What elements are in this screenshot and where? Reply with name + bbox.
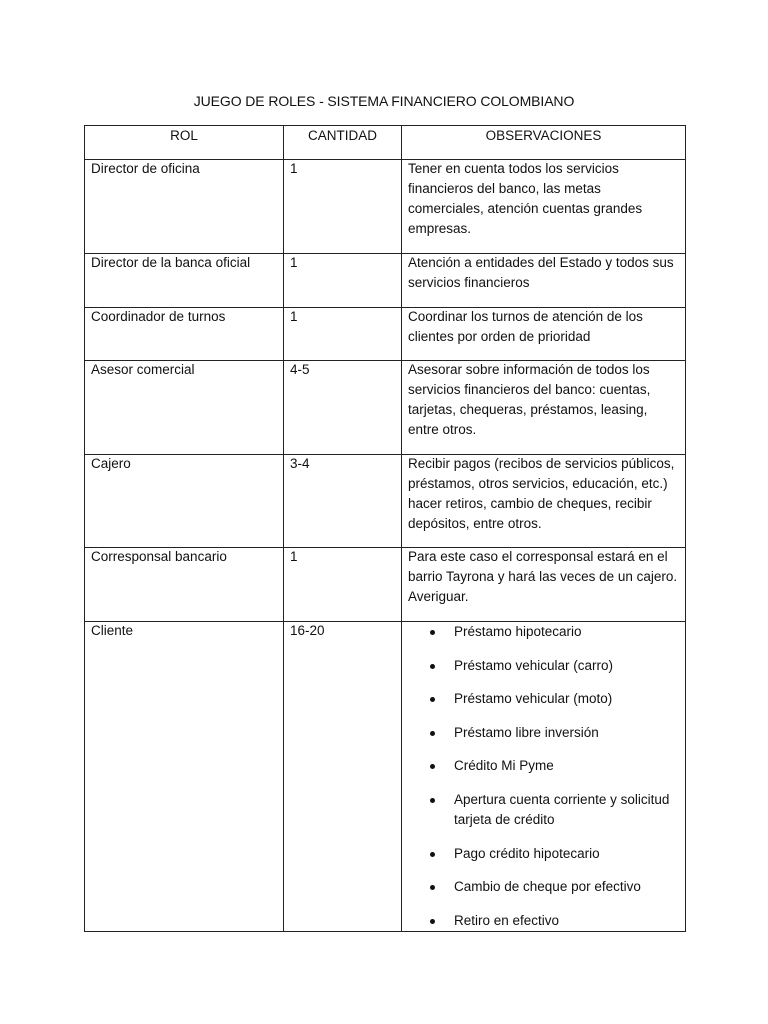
cell-rol: Coordinador de turnos [85,308,284,361]
cell-rol: Cliente [85,622,284,932]
table-row [85,548,686,622]
list-item: Pago crédito hipotecario [430,844,679,864]
bullet-icon [430,885,435,890]
cell-cantidad: 4-5 [284,361,402,455]
page-title: JUEGO DE ROLES - SISTEMA FINANCIERO COLOMBIANO [193,93,575,109]
list-item: Préstamo libre inversión [430,723,679,743]
cell-rol: Cajero [85,455,284,548]
list-item: Crédito Mi Pyme [430,756,679,776]
table-row [85,361,686,455]
cell-observaciones: Tener en cuenta todos los servicios financieros del banco, las metas comerciales, atención cuentas grandes empresas. [402,160,686,254]
table-row [85,455,686,548]
cell-rol: Director de oficina [85,160,284,254]
header-rol: ROL [85,126,284,160]
cell-rol: Asesor comercial [85,361,284,455]
header-cantidad: CANTIDAD [284,126,402,160]
cell-cantidad: 1 [284,308,402,361]
table-header-row [85,126,686,160]
cell-observaciones: Para este caso el corresponsal estará en el barrio Tayrona y hará las veces de un cajero. Averiguar. [402,548,686,622]
cell-cantidad: 1 [284,160,402,254]
table-row [85,160,686,254]
cell-cantidad: 3-4 [284,455,402,548]
bullet-icon [430,852,435,857]
cell-observaciones: Recibir pagos (recibos de servicios públicos, préstamos, otros servicios, educación, etc.) hacer retiros, cambio de cheques, recibir depósitos, entre otros. [402,455,686,548]
list-item: Préstamo vehicular (carro) [430,656,679,676]
list-item: Préstamo vehicular (moto) [430,689,679,709]
list-item: Retiro en efectivo [430,911,679,931]
list-item: Préstamo hipotecario [430,622,679,642]
bullet-icon [430,919,435,924]
cell-observaciones: Atención a entidades del Estado y todos sus servicios financieros [402,254,686,308]
bullet-icon [430,798,435,803]
bullet-icon [430,697,435,702]
table-row [85,254,686,308]
list-item: Cambio de cheque por efectivo [430,877,679,897]
table-row [85,622,686,932]
cell-cantidad: 1 [284,548,402,622]
list-item: Apertura cuenta corriente y solicitud tarjeta de crédito [430,790,679,830]
cell-observaciones: Asesorar sobre información de todos los servicios financieros del banco: cuentas, tarjetas, chequeras, préstamos, leasing, entre otros. [402,361,686,455]
header-observaciones: OBSERVACIONES [402,126,686,160]
cell-observaciones: Coordinar los turnos de atención de los clientes por orden de prioridad [402,308,686,361]
cliente-services-list [408,622,679,931]
bullet-icon [430,664,435,669]
bullet-icon [430,630,435,635]
cell-rol: Corresponsal bancario [85,548,284,622]
cell-observaciones [402,622,686,932]
bullet-icon [430,764,435,769]
cell-rol: Director de la banca oficial [85,254,284,308]
cell-cantidad: 1 [284,254,402,308]
roles-table [84,125,686,932]
bullet-icon [430,731,435,736]
table-row [85,308,686,361]
cell-cantidad: 16-20 [284,622,402,932]
